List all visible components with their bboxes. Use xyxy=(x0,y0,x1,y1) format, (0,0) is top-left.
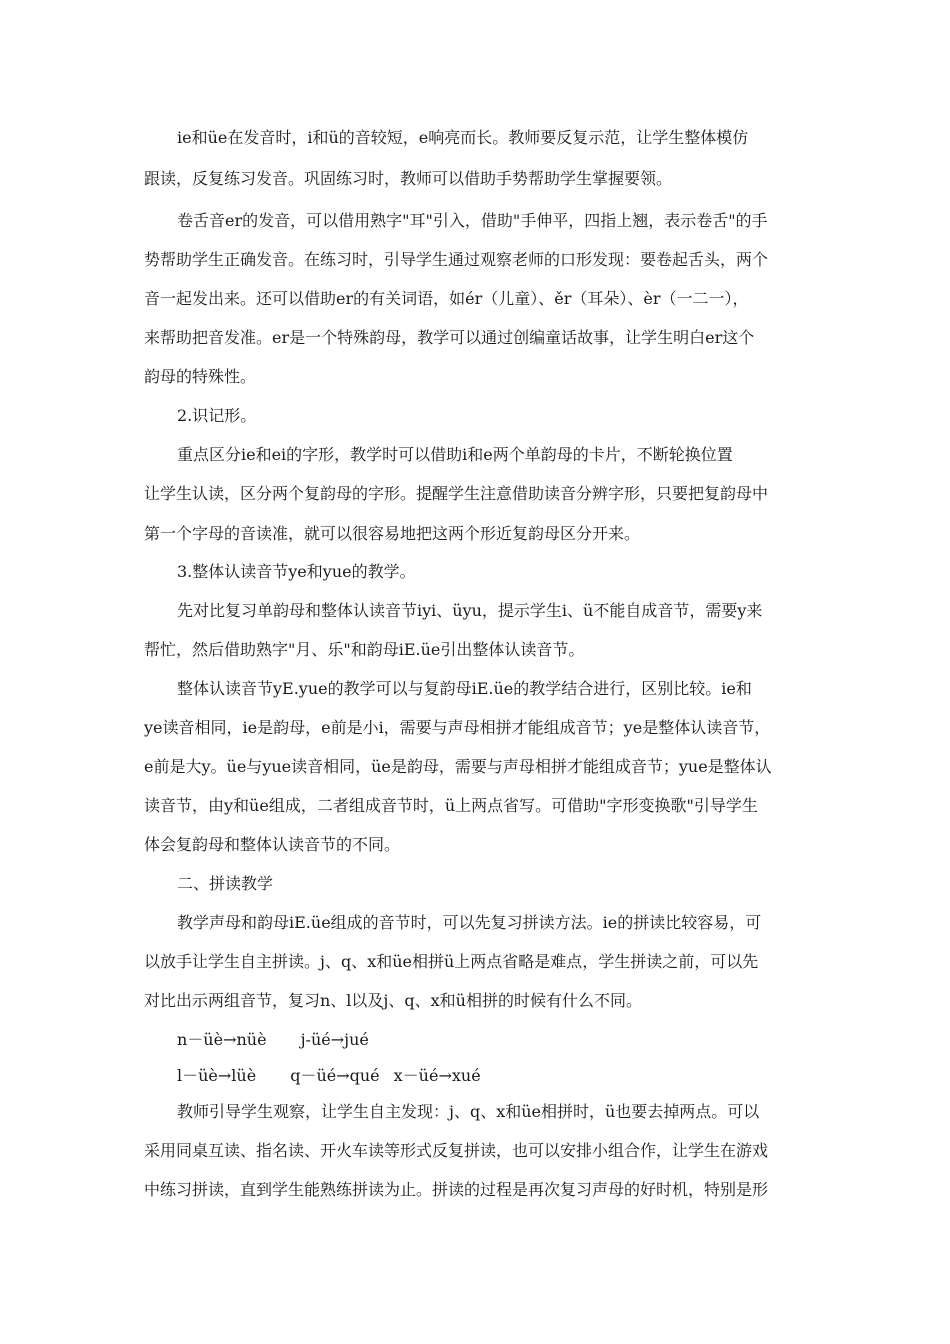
paragraph-line: 读音节，由y和üe组成，二者组成音节时，ü上两点省写。可借助"字形变换歌"引导学生 xyxy=(144,796,758,815)
paragraph-line: 第一个字母的音读准，就可以很容易地把这两个形近复韵母区分开来。 xyxy=(144,524,641,543)
paragraph-line: 对比出示两组音节，复习n、l以及j、q、x和ü相拼的时候有什么不同。 xyxy=(144,991,642,1010)
paragraph-line: 韵母的特殊性。 xyxy=(144,367,257,386)
pinyin-example: l－üè→lüè xyxy=(177,1066,257,1085)
pinyin-example: n－üè→nüè xyxy=(177,1030,267,1049)
pinyin-example-row xyxy=(177,1066,481,1086)
paragraph-line: 以放手让学生自主拼读。j、q、x和üe相拼ü上两点省略是难点，学生拼读之前，可以先 xyxy=(144,952,759,971)
section-heading: 二、拼读教学 xyxy=(177,874,274,893)
pinyin-example-row xyxy=(177,1030,369,1050)
paragraph-line: 音一起发出来。还可以借助er的有关词语，如ér（儿童）、ěr（耳朵）、èr（一二一）， xyxy=(144,289,749,308)
paragraph-line: 体会复韵母和整体认读音节的不同。 xyxy=(144,835,401,854)
paragraph-line: 重点区分ie和ei的字形，教学时可以借助i和e两个单韵母的卡片，不断轮换位置 xyxy=(177,445,733,464)
pinyin-example: q－üé→qué xyxy=(290,1066,380,1085)
paragraph-line: 教师引导学生观察，让学生自主发现：j、q、x和üe相拼时，ü也要去掉两点。可以 xyxy=(177,1102,760,1121)
section-heading: 3.整体认读音节ye和yue的教学。 xyxy=(177,562,416,581)
paragraph-line: 卷舌音er的发音，可以借用熟字"耳"引入，借助"手伸平，四指上翘，表示卷舌"的手 xyxy=(177,211,768,230)
paragraph-line: 教学声母和韵母iE.üe组成的音节时，可以先复习拼读方法。ie的拼读比较容易，可 xyxy=(177,913,762,932)
paragraph-line: 中练习拼读，直到学生能熟练拼读为止。拼读的过程是再次复习声母的好时机，特别是形 xyxy=(144,1180,769,1199)
paragraph-line: 来帮助把音发准。er是一个特殊韵母，教学可以通过创编童话故事，让学生明白er这个 xyxy=(144,328,755,347)
pinyin-example: x－üé→xué xyxy=(393,1066,481,1085)
paragraph-line: e前是大y。üe与yue读音相同，üe是韵母，需要与声母相拼才能组成音节；yue是整体认 xyxy=(144,757,772,776)
paragraph-line: 采用同桌互读、指名读、开火车读等形式反复拼读，也可以安排小组合作，让学生在游戏 xyxy=(144,1141,769,1160)
paragraph-line: ie和üe在发音时，i和ü的音较短，e响亮而长。教师要反复示范，让学生整体模仿 xyxy=(177,128,749,147)
pinyin-example: j-üé→jué xyxy=(300,1030,369,1049)
paragraph-line: 跟读，反复练习发音。巩固练习时，教师可以借助手势帮助学生掌握要领。 xyxy=(144,169,673,188)
paragraph-line: 势帮助学生正确发音。在练习时，引导学生通过观察老师的口形发现：要卷起舌头，两个 xyxy=(144,250,769,269)
paragraph-line: ye读音相同，ie是韵母，e前是小i，需要与声母相拼才能组成音节；ye是整体认读音节， xyxy=(144,718,771,737)
paragraph-line: 让学生认读，区分两个复韵母的字形。提醒学生注意借助读音分辨字形，只要把复韵母中 xyxy=(144,484,769,503)
paragraph-line: 帮忙，然后借助熟字"月、乐"和韵母iE.üe引出整体认读音节。 xyxy=(144,640,585,659)
paragraph-line: 先对比复习单韵母和整体认读音节iyi、üyu，提示学生i、ü不能自成音节，需要y来 xyxy=(177,601,763,620)
paragraph-line: 整体认读音节yE.yue的教学可以与复韵母iE.üe的教学结合进行，区别比较。ie和 xyxy=(177,679,752,698)
section-heading: 2.识记形。 xyxy=(177,406,257,425)
